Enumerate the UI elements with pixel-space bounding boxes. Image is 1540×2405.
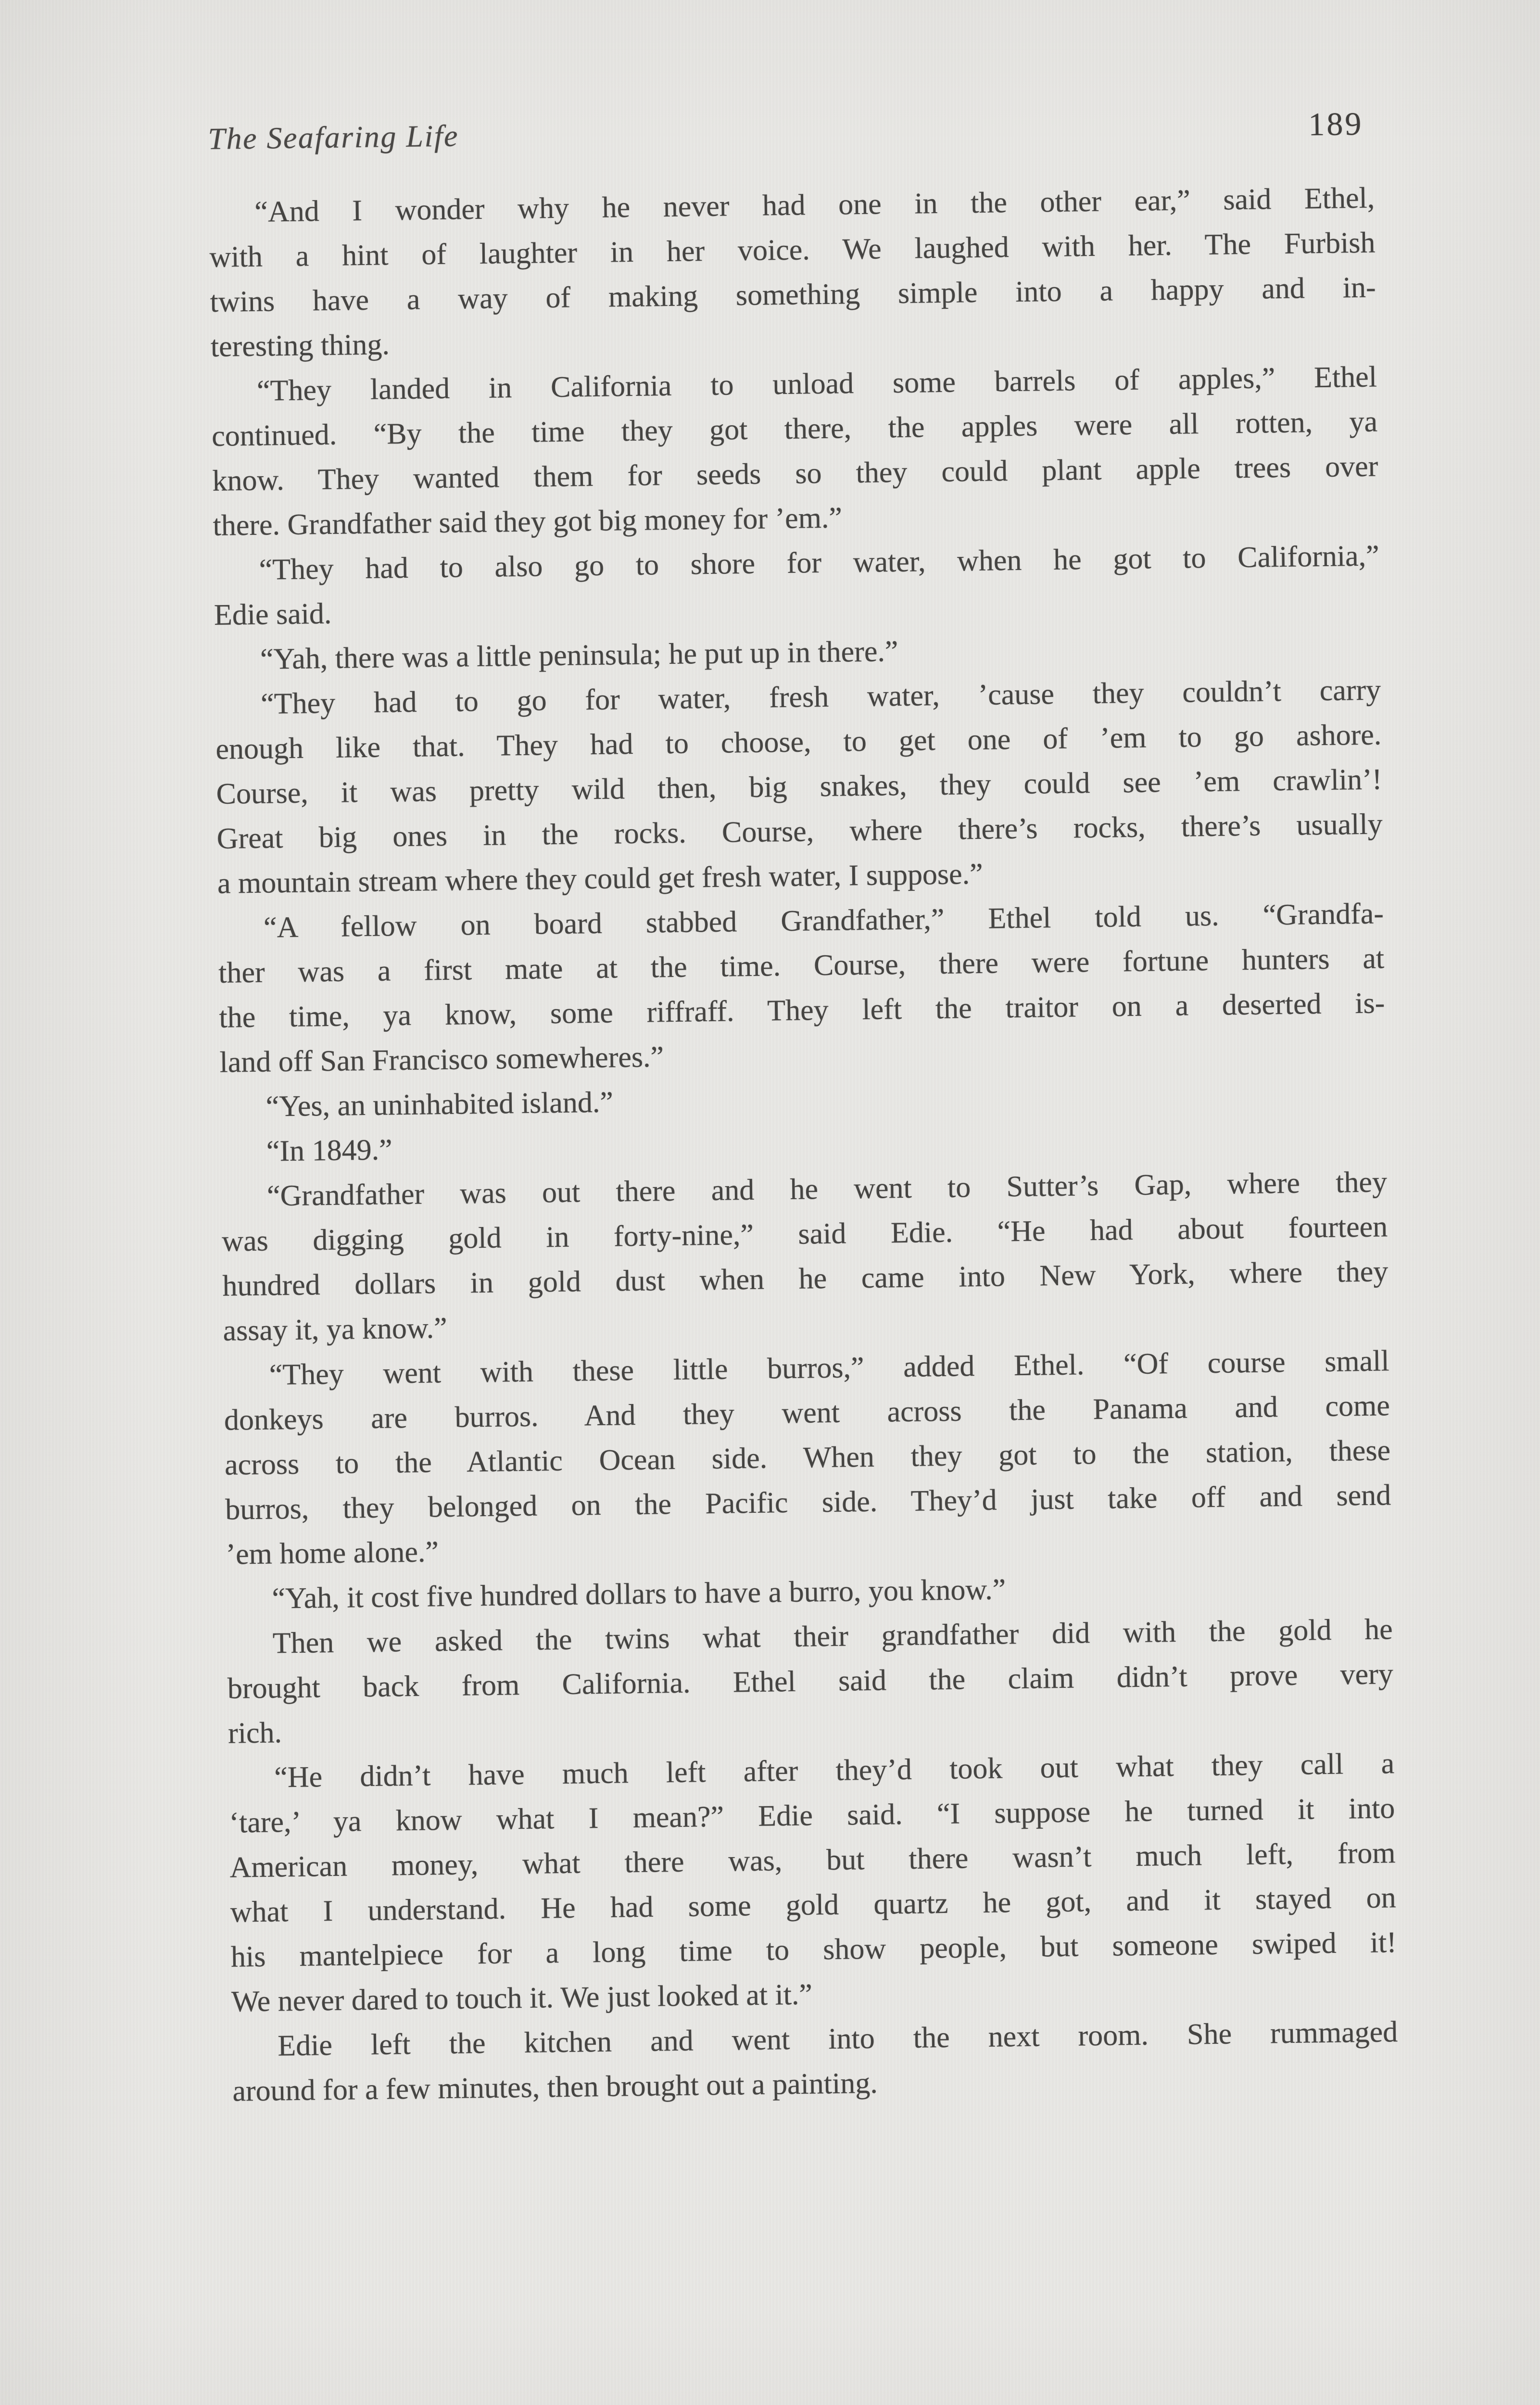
text-line: “In 1849.” [266, 1133, 393, 1168]
text-line: “Grandfather was out there and he went to Sutter’s Gap, where they [266, 1165, 1388, 1213]
text-line: land off San Francisco somewheres.” [219, 1040, 664, 1079]
text-line: rich. [227, 1716, 282, 1750]
running-header-title: The Seafaring Life [208, 118, 459, 156]
running-header [208, 105, 1374, 160]
text-line: Great big ones in the rocks. Course, where there’s rocks, there’s usually [216, 808, 1383, 855]
text-line: “Yes, an uninhabited island.” [265, 1086, 614, 1123]
text-line: what I understand. He had some gold quartz he got, and it stayed on [230, 1881, 1397, 1929]
text-line: around for a few minutes, then brought out a painting. [232, 2066, 878, 2108]
text-line: twins have a way of making something simple into a happy and in- [210, 271, 1376, 318]
text-line: Course, it was pretty wild then, big snakes, they could see ’em crawlin’! [216, 763, 1382, 810]
text-line: “They landed in California to unload some barrels of apples,” Ethel [256, 360, 1377, 407]
text-line: American money, what there was, but there wasn’t much left, from [229, 1836, 1396, 1884]
body-text [209, 176, 1399, 2114]
text-line: “A fellow on board stabbed Grandfather,” Ethel told us. “Grandfa- [263, 897, 1384, 944]
text-line: the time, ya know, some riffraff. They left the traitor on a deserted is- [219, 987, 1385, 1034]
text-line: hundred dollars in gold dust when he came into New York, where they [222, 1255, 1389, 1303]
text-line: “They had to also go to shore for water, when he got to California,” [259, 539, 1380, 586]
text-line: We never dared to touch it. We just looked at it.” [231, 1978, 813, 2018]
text-line: ’em home alone.” [226, 1535, 439, 1571]
text-line: there. Grandfather said they got big money for ’em.” [213, 501, 843, 542]
page-number: 189 [1308, 105, 1363, 143]
text-line: know. They wanted them for seeds so they could plant apple trees over [212, 450, 1378, 497]
text-line: across to the Atlantic Ocean side. When they got to the station, these [224, 1434, 1391, 1481]
text-line: “Yah, it cost five hundred dollars to have a burro, you know.” [272, 1573, 1006, 1615]
text-line: his mantelpiece for a long time to show people, but someone swiped it! [230, 1926, 1397, 1974]
text-line: burros, they belonged on the Pacific side. They’d just take off and send [225, 1479, 1391, 1526]
text-line: Edie left the kitchen and went into the next room. She rummaged [277, 2015, 1398, 2063]
text-line: donkeys are burros. And they went across the Panama and come [224, 1389, 1390, 1437]
text-line: a mountain stream where they could get fresh water, I suppose.” [217, 857, 984, 900]
text-line: “They went with these little burros,” added Ethel. “Of course small [269, 1344, 1390, 1392]
text-line: assay it, ya know.” [223, 1311, 448, 1347]
text-line: with a hint of laughter in her voice. We laughed with her. The Furbish [209, 226, 1376, 274]
text-line: brought back from California. Ethel said the claim didn’t prove very [227, 1658, 1394, 1705]
text-line: “Yah, there was a little peninsula; he put up in there.” [260, 635, 898, 676]
text-line: teresting thing. [210, 328, 390, 363]
text-line: enough like that. They had to choose, to get one of ’em to go ashore. [215, 718, 1382, 766]
text-line: ther was a first mate at the time. Course, there were fortune hunters at [218, 942, 1385, 989]
text-line: “They had to go for water, fresh water, ’cause they couldn’t carry [260, 673, 1381, 721]
text-line: was digging gold in forty-nine,” said Edie. “He had about fourteen [221, 1210, 1388, 1258]
text-line: continued. “By the time they got there, the apples were all rotten, ya [211, 405, 1378, 453]
text-line: “He didn’t have much left after they’d took out what they call a [274, 1747, 1395, 1794]
text-line: Then we asked the twins what their grandfather did with the gold he [272, 1613, 1393, 1660]
text-line: ‘tare,’ ya know what I mean?” Edie said. “I suppose he turned it into [229, 1792, 1395, 1839]
scanned-book-page [208, 105, 1399, 2114]
text-line: “And I wonder why he never had one in the other ear,” said Ethel, [254, 181, 1375, 228]
text-line: Edie said. [214, 597, 332, 632]
